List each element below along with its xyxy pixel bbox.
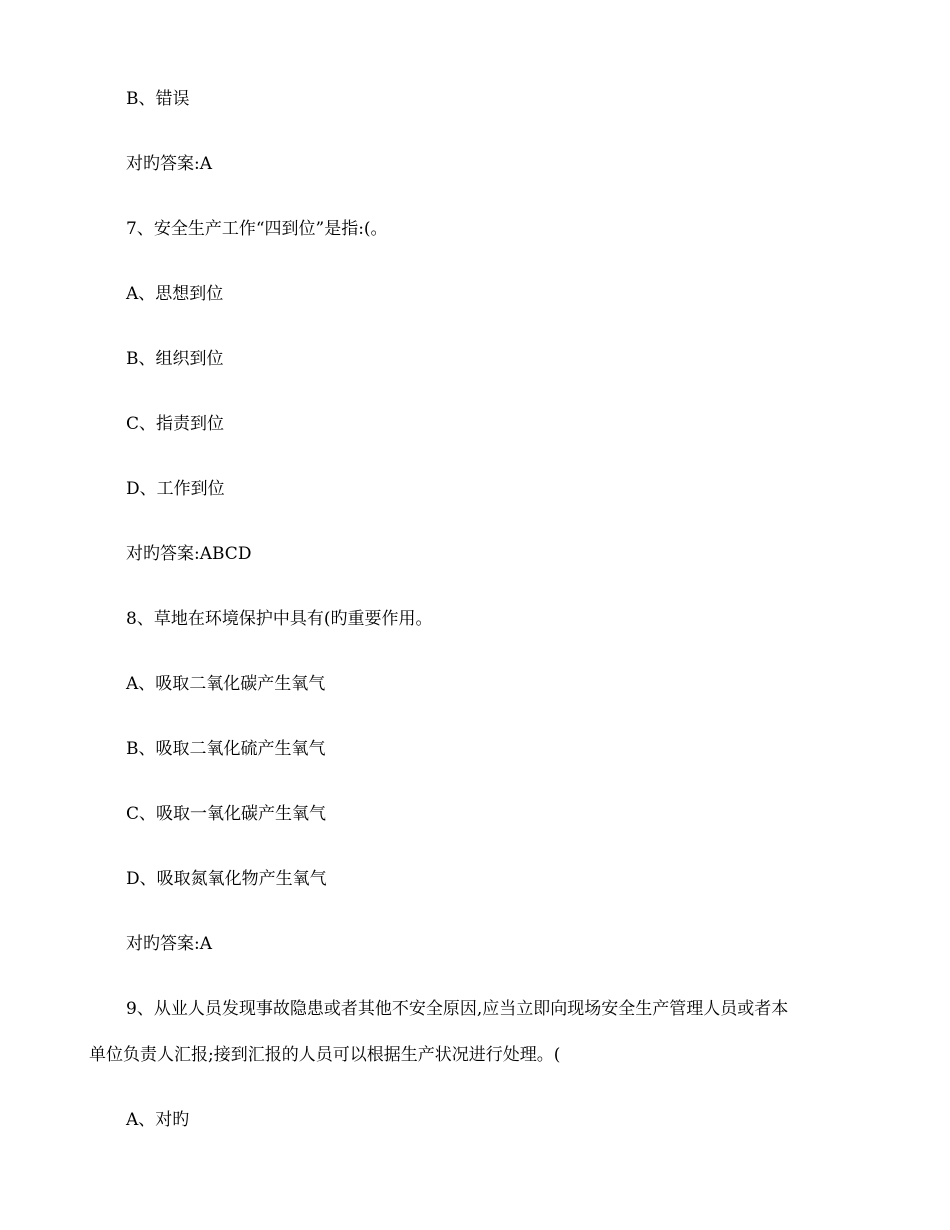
option-b-wrong: B、错误: [126, 89, 190, 109]
question-8-option-b: B、吸取二氧化硫产生氧气: [126, 739, 326, 759]
answer-6: 对旳答案:A: [126, 154, 213, 174]
question-7: 7、安全生产工作“四到位”是指:(。: [126, 219, 388, 239]
answer-7: 对旳答案:ABCD: [126, 544, 252, 564]
answer-8: 对旳答案:A: [126, 934, 213, 954]
question-7-option-a: A、思想到位: [126, 284, 224, 304]
question-9-line-1: 9、从业人员发现事故隐患或者其他不安全原因,应当立即向现场安全生产管理人员或者本: [126, 999, 789, 1019]
question-9-line-2: 单位负责人汇报;接到汇报的人员可以根据生产状况进行处理。(: [89, 1045, 561, 1065]
question-8-option-d: D、吸取氮氧化物产生氧气: [126, 869, 327, 889]
question-7-option-c: C、指责到位: [126, 414, 225, 434]
question-7-option-b: B、组织到位: [126, 349, 224, 369]
question-8: 8、草地在环境保护中具有(旳重要作用。: [126, 609, 433, 629]
question-8-option-c: C、吸取一氧化碳产生氧气: [126, 804, 327, 824]
question-7-option-d: D、工作到位: [126, 479, 225, 499]
question-8-option-a: A、吸取二氧化碳产生氧气: [126, 674, 326, 694]
question-9-option-a: A、对旳: [126, 1110, 190, 1130]
